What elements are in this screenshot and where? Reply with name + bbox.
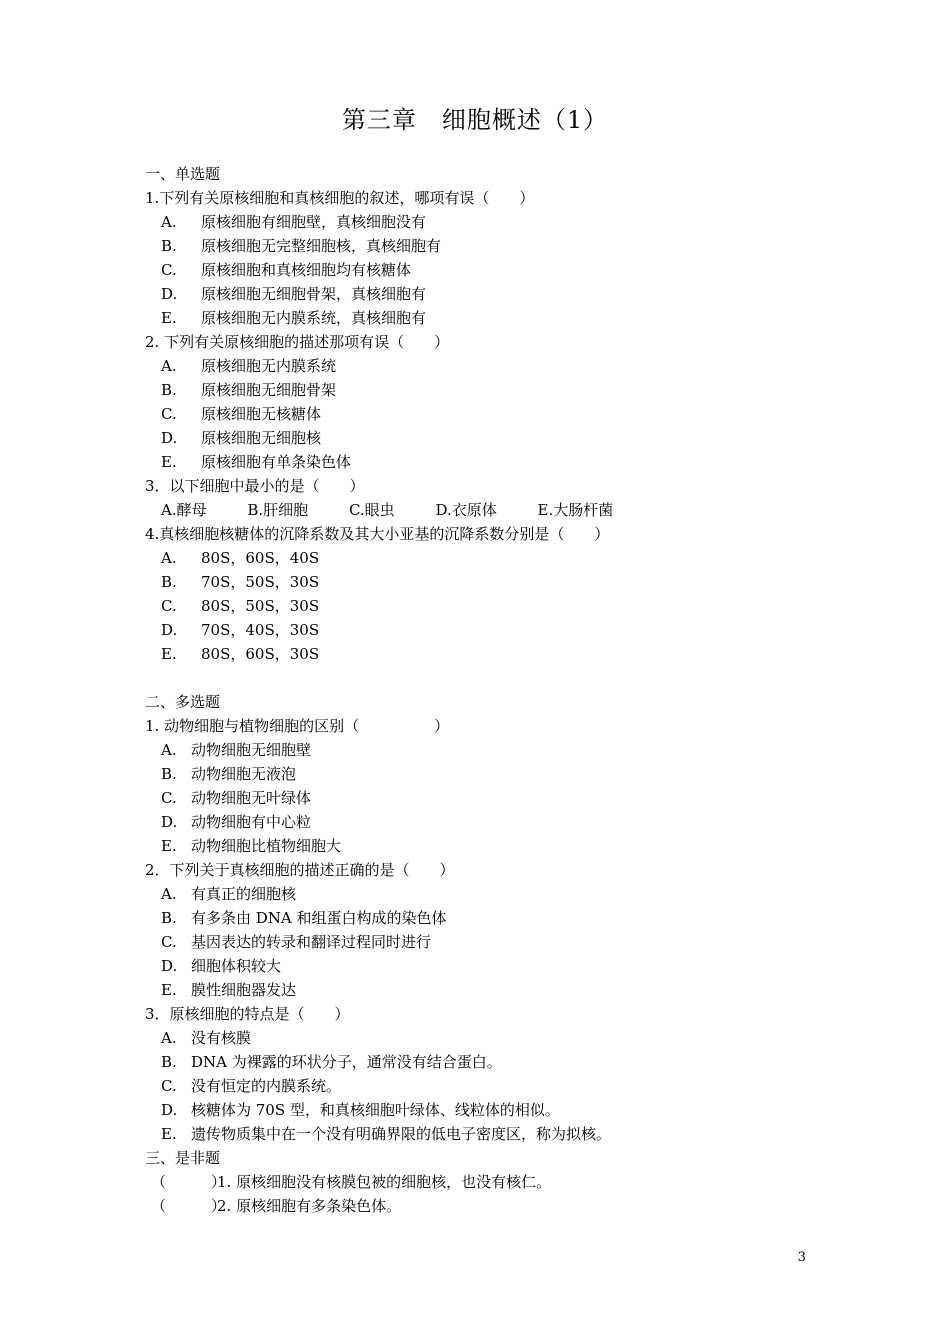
option-item: C. 原核细胞和真核细胞均有核糖体 <box>161 261 412 279</box>
question-1-3: 3．以下细胞中最小的是（ ） <box>145 477 365 495</box>
option-item: E. 原核细胞无内膜系统，真核细胞有 <box>161 309 427 327</box>
question-2-3: 3．原核细胞的特点是（ ） <box>145 1005 350 1023</box>
option-item: A. 80S，60S，40S <box>161 549 320 567</box>
option-item: A. 没有核膜 <box>161 1029 252 1047</box>
option-item: D. 70S，40S，30S <box>161 621 320 639</box>
answer-blank: （ ） <box>151 1173 227 1191</box>
page-number: 3 <box>797 1250 806 1265</box>
option-item: B. 原核细胞无细胞骨架 <box>161 381 337 399</box>
option-item: A. 原核细胞无内膜系统 <box>161 357 337 375</box>
section-heading-true-false: 三、是非题 <box>145 1149 221 1167</box>
option-item: D. 动物细胞有中心粒 <box>161 813 312 831</box>
spacer <box>145 666 845 690</box>
document-body <box>145 162 845 1218</box>
option-item: D. 原核细胞无细胞骨架，真核细胞有 <box>161 285 427 303</box>
option-item: E. 动物细胞比植物细胞大 <box>161 837 342 855</box>
option-item: C. 原核细胞无核糖体 <box>161 405 322 423</box>
option-item: D. 核糖体为 70S 型，和真核细胞叶绿体、线粒体的相似。 <box>161 1101 560 1119</box>
option-item: E. 膜性细胞器发达 <box>161 981 297 999</box>
option-item: C. 80S，50S，30S <box>161 597 320 615</box>
option-item: A.酵母 <box>161 501 207 519</box>
option-item: B.肝细胞 <box>247 501 309 519</box>
answer-blank: （ ） <box>151 1197 227 1215</box>
section-heading-multiple-choice: 二、多选题 <box>145 693 221 711</box>
option-item: B. 70S，50S，30S <box>161 573 320 591</box>
option-item: D. 细胞体积较大 <box>161 957 282 975</box>
option-item: C.眼虫 <box>348 501 395 519</box>
option-item: C. 没有恒定的内膜系统。 <box>161 1077 342 1095</box>
question-1-2: 2. 下列有关原核细胞的描述那项有误（ ） <box>145 333 450 351</box>
option-item: D. 原核细胞无细胞核 <box>161 429 322 447</box>
option-item: A. 有真正的细胞核 <box>161 885 297 903</box>
page-title: 第三章 细胞概述（1） <box>341 106 609 134</box>
option-item: B. 原核细胞无完整细胞核，真核细胞有 <box>161 237 442 255</box>
option-item: E. 原核细胞有单条染色体 <box>161 453 352 471</box>
option-item: A. 动物细胞无细胞壁 <box>161 741 312 759</box>
question-2-2: 2．下列关于真核细胞的描述正确的是（ ） <box>145 861 455 879</box>
option-item: B. DNA 为裸露的环状分子，通常没有结合蛋白。 <box>161 1053 502 1071</box>
option-item: C. 基因表达的转录和翻译过程同时进行 <box>161 933 432 951</box>
option-item: B. 有多条由 DNA 和组蛋白构成的染色体 <box>161 909 447 927</box>
option-item: A. 原核细胞有细胞壁，真核细胞没有 <box>161 213 427 231</box>
question-1-4: 4.真核细胞核糖体的沉降系数及其大小亚基的沉降系数分别是（ ） <box>145 525 610 543</box>
question-1-1: 1.下列有关原核细胞和真核细胞的叙述，哪项有误（ ） <box>145 189 535 207</box>
option-item: E.大肠杆菌 <box>537 501 614 519</box>
true-false-item: （ ）2. 原核细胞有多条染色体。 <box>145 1194 845 1218</box>
inline-options <box>145 498 845 522</box>
option-item: E. 80S，60S，30S <box>161 645 320 663</box>
question-2-1: 1. 动物细胞与植物细胞的区别（ ） <box>145 717 450 735</box>
option-item: D.衣原体 <box>435 501 497 519</box>
true-false-item: （ ）1. 原核细胞没有核膜包被的细胞核，也没有核仁。 <box>145 1170 845 1194</box>
option-item: C. 动物细胞无叶绿体 <box>161 789 312 807</box>
section-heading-single-choice: 一、单选题 <box>145 165 221 183</box>
option-item: E. 遗传物质集中在一个没有明确界限的低电子密度区，称为拟核。 <box>161 1125 612 1143</box>
option-item: B. 动物细胞无液泡 <box>161 765 297 783</box>
